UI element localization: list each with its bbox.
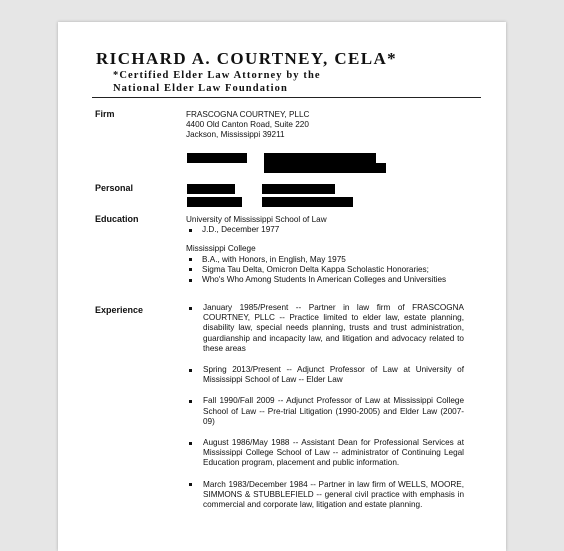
certification-note (113, 69, 321, 95)
experience-item (186, 365, 464, 385)
experience-text: Spring 2013/Present -- Adjunct Professor of Law at University of Mississippi School of Law -- Elder Law (203, 365, 464, 385)
experience-item (186, 396, 464, 427)
school-name: University of Mississippi School of Law (186, 215, 327, 224)
redaction-bar (187, 197, 242, 207)
redaction-bar (187, 153, 247, 163)
certification-line-2: National Elder Law Foundation (113, 83, 288, 94)
experience-item (186, 480, 464, 511)
redaction-bar (262, 197, 353, 207)
education-block (186, 215, 486, 285)
redaction-bar (264, 153, 376, 163)
redaction-bar (262, 184, 335, 194)
experience-text: August 1986/May 1988 -- Assistant Dean for Professional Services at Mississippi College School of Law -- administrator of Continuing Legal Education program, placement and public information. (203, 438, 464, 468)
experience-list (186, 303, 464, 521)
experience-text: Fall 1990/Fall 2009 -- Adjunct Professor of Law at Mississippi College School of Law -- Pre-trial Litigation (1990-2005) and Elder Law (2007-09) (203, 396, 464, 426)
education-item: B.A., with Honors, in English, May 1975 (186, 255, 486, 265)
firm-address-1: 4400 Old Canton Road, Suite 220 (186, 120, 309, 130)
education-item: Sigma Tau Delta, Omicron Delta Kappa Scholastic Honoraries; (186, 265, 486, 275)
school-details (186, 225, 486, 235)
firm-label: Firm (95, 109, 115, 119)
education-label: Education (95, 214, 139, 224)
firm-address-2: Jackson, Mississippi 39211 (186, 130, 285, 140)
firm-name: FRASCOGNA COURTNEY, PLLC (186, 110, 310, 119)
firm-block (186, 110, 309, 141)
school-name: Mississippi College (186, 244, 256, 254)
experience-text: January 1985/Present -- Partner in law firm of FRASCOGNA COURTNEY, PLLC -- Practice limited to elder law, estate planning, disability law, special needs planning, trusts and trust administration, guardianship and incapacity law, and litigation and advocacy related to these areas (203, 303, 464, 353)
personal-label: Personal (95, 183, 134, 193)
experience-item (186, 438, 464, 469)
experience-text: March 1983/December 1984 -- Partner in law firm of WELLS, MOORE, SIMMONS & STUBBLEFIELD -- general civil practice with emphasis in commercial and corporate law, litigation and estate planning. (203, 479, 464, 510)
school-details (186, 255, 486, 286)
education-item: J.D., December 1977 (186, 225, 486, 235)
header-divider (92, 97, 481, 98)
education-item: Who's Who Among Students In American Colleges and Universities (186, 275, 486, 285)
resume-name: RICHARD A. COURTNEY, CELA* (96, 49, 398, 68)
experience-item (186, 303, 464, 354)
resume-page (58, 22, 506, 551)
redaction-bar (187, 184, 235, 194)
experience-label: Experience (95, 305, 144, 315)
redaction-bar (264, 163, 386, 173)
certification-line-1: *Certified Elder Law Attorney by the (113, 70, 321, 81)
